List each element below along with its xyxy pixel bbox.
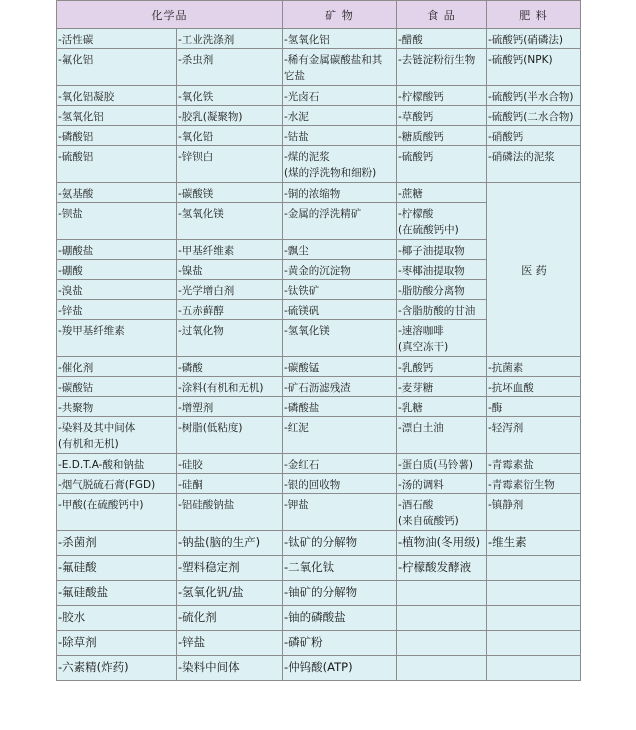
cell-fertilizer bbox=[487, 531, 581, 556]
cell-text: -柠檬酸 bbox=[398, 208, 434, 220]
cell-text: -钠盐(脑的生产) bbox=[178, 535, 261, 549]
cell-chemical-a bbox=[57, 300, 177, 320]
cell-text: -抗菌素 bbox=[488, 362, 524, 374]
cell-text: -柠檬酸发酵液 bbox=[398, 560, 472, 574]
table-row bbox=[57, 494, 581, 531]
cell-food bbox=[397, 474, 487, 494]
cell-food bbox=[397, 397, 487, 417]
cell-text: -蔗糖 bbox=[398, 188, 423, 200]
cell-text: -镍盐 bbox=[178, 265, 203, 277]
cell-text: -氢氧化钒/盐 bbox=[178, 585, 244, 599]
table-row bbox=[57, 357, 581, 377]
cell-text: -钡盐 bbox=[58, 208, 83, 220]
cell-text: -酒石酸 bbox=[398, 499, 434, 511]
cell-food bbox=[397, 203, 487, 240]
cell-text: -醋酸 bbox=[398, 34, 423, 46]
cell-food bbox=[397, 280, 487, 300]
cell-chemical-a bbox=[57, 606, 177, 631]
cell-fertilizer bbox=[487, 581, 581, 606]
cell-text: -氨基酸 bbox=[58, 188, 94, 200]
cell-text: -硫酸钙(二水合物) bbox=[488, 111, 574, 123]
cell-text: -硫酸钙 bbox=[398, 151, 434, 163]
cell-text: -氢氧化铝 bbox=[284, 34, 330, 46]
table-row bbox=[57, 86, 581, 106]
cell-text: -钛矿的分解物 bbox=[284, 535, 358, 549]
cell-medicine-section bbox=[487, 183, 581, 357]
cell-food bbox=[397, 556, 487, 581]
cell-chemical-b bbox=[177, 320, 283, 357]
cell-chemical-a bbox=[57, 320, 177, 357]
cell-chemical-a bbox=[57, 474, 177, 494]
cell-text: -锌盐 bbox=[178, 635, 206, 649]
cell-text: -脂肪酸分离物 bbox=[398, 285, 465, 297]
cell-text: -铀的磷酸盐 bbox=[284, 610, 346, 624]
cell-text: -黄金的沉淀物 bbox=[284, 265, 351, 277]
cell-mineral bbox=[283, 320, 397, 357]
cell-text: -硫酸铝 bbox=[58, 151, 94, 163]
cell-text: -抗坏血酸 bbox=[488, 382, 534, 394]
table-row bbox=[57, 606, 581, 631]
cell-text: -维生素 bbox=[488, 535, 527, 549]
table-row bbox=[57, 531, 581, 556]
cell-text: -硫酸钙(NPK) bbox=[488, 54, 553, 66]
cell-text: -碳酸锰 bbox=[284, 362, 320, 374]
cell-text: -钾盐 bbox=[284, 499, 309, 511]
cell-fertilizer bbox=[487, 494, 581, 531]
cell-text: -磷酸盐 bbox=[284, 402, 320, 414]
cell-food bbox=[397, 320, 487, 357]
cell-chemical-b bbox=[177, 240, 283, 260]
cell-text: (来自硫酸钙) bbox=[398, 515, 459, 527]
cell-chemical-a bbox=[57, 203, 177, 240]
cell-mineral bbox=[283, 581, 397, 606]
cell-chemical-b bbox=[177, 377, 283, 397]
cell-fertilizer bbox=[487, 417, 581, 454]
cell-chemical-b bbox=[177, 531, 283, 556]
cell-text: -柠檬酸钙 bbox=[398, 91, 444, 103]
cell-chemical-b bbox=[177, 300, 283, 320]
cell-chemical-a bbox=[57, 126, 177, 146]
cell-fertilizer bbox=[487, 397, 581, 417]
cell-mineral bbox=[283, 474, 397, 494]
cell-mineral bbox=[283, 49, 397, 86]
cell-food bbox=[397, 377, 487, 397]
cell-chemical-b bbox=[177, 106, 283, 126]
cell-text: -杀虫剂 bbox=[178, 54, 214, 66]
cell-chemical-a bbox=[57, 656, 177, 681]
cell-mineral bbox=[283, 86, 397, 106]
cell-text: -杀菌剂 bbox=[58, 535, 97, 549]
cell-food bbox=[397, 494, 487, 531]
cell-chemical-b bbox=[177, 280, 283, 300]
cell-food bbox=[397, 106, 487, 126]
cell-text: -磷矿粉 bbox=[284, 635, 323, 649]
cell-text: -蛋白质(马铃薯) bbox=[398, 459, 473, 471]
cell-fertilizer bbox=[487, 556, 581, 581]
section-label-medicine: 医 药 bbox=[521, 264, 547, 277]
cell-text: -轻泻剂 bbox=[488, 422, 524, 434]
cell-text: -碳酸镁 bbox=[178, 188, 214, 200]
cell-chemical-b bbox=[177, 417, 283, 454]
cell-text: -银的回收物 bbox=[284, 479, 341, 491]
cell-mineral bbox=[283, 240, 397, 260]
cell-text: -青霉素盐 bbox=[488, 459, 534, 471]
cell-chemical-a bbox=[57, 377, 177, 397]
cell-chemical-b bbox=[177, 494, 283, 531]
cell-food bbox=[397, 631, 487, 656]
cell-fertilizer bbox=[487, 377, 581, 397]
cell-text: -碳酸钴 bbox=[58, 382, 94, 394]
cell-food bbox=[397, 357, 487, 377]
cell-text: -氢氧化镁 bbox=[284, 325, 330, 337]
cell-chemical-b bbox=[177, 86, 283, 106]
cell-text: -羧甲基纤维素 bbox=[58, 325, 125, 337]
cell-text: -氢氧化镁 bbox=[178, 208, 224, 220]
cell-text: -胶乳(凝聚物) bbox=[178, 111, 243, 123]
cell-chemical-b bbox=[177, 260, 283, 280]
cell-chemical-b bbox=[177, 454, 283, 474]
cell-mineral bbox=[283, 631, 397, 656]
cell-fertilizer bbox=[487, 656, 581, 681]
cell-text: -树脂(低粘度) bbox=[178, 422, 243, 434]
cell-text: -光学增白剂 bbox=[178, 285, 235, 297]
cell-chemical-b bbox=[177, 556, 283, 581]
cell-text: -水泥 bbox=[284, 111, 309, 123]
cell-food bbox=[397, 531, 487, 556]
cell-text: -去链淀粉衍生物 bbox=[398, 54, 476, 66]
cell-text: -胶水 bbox=[58, 610, 86, 624]
cell-chemical-a bbox=[57, 146, 177, 183]
cell-text: -催化剂 bbox=[58, 362, 94, 374]
cell-mineral bbox=[283, 260, 397, 280]
cell-chemical-a bbox=[57, 280, 177, 300]
cell-food bbox=[397, 300, 487, 320]
product-table bbox=[56, 0, 581, 681]
table-row bbox=[57, 454, 581, 474]
cell-text: -草酸钙 bbox=[398, 111, 434, 123]
cell-mineral bbox=[283, 183, 397, 203]
cell-chemical-a bbox=[57, 240, 177, 260]
cell-mineral bbox=[283, 377, 397, 397]
cell-text: -铀矿的分解物 bbox=[284, 585, 358, 599]
cell-chemical-a bbox=[57, 29, 177, 49]
cell-text: -增塑剂 bbox=[178, 402, 214, 414]
cell-text: -硫镁矾 bbox=[284, 305, 320, 317]
cell-fertilizer bbox=[487, 86, 581, 106]
cell-chemical-b bbox=[177, 183, 283, 203]
cell-text: 它盐 bbox=[284, 70, 305, 82]
cell-text: -钛铁矿 bbox=[284, 285, 320, 297]
cell-text: -乳糖 bbox=[398, 402, 423, 414]
cell-food bbox=[397, 260, 487, 280]
cell-text: -硫化剂 bbox=[178, 610, 217, 624]
cell-text: -飘尘 bbox=[284, 245, 309, 257]
cell-mineral bbox=[283, 556, 397, 581]
cell-food bbox=[397, 417, 487, 454]
table-row bbox=[57, 146, 581, 183]
cell-text: -硝磷法的泥浆 bbox=[488, 151, 555, 163]
cell-text: -糖质酸钙 bbox=[398, 131, 444, 143]
cell-text: -氧化铁 bbox=[178, 91, 214, 103]
cell-food bbox=[397, 240, 487, 260]
cell-fertilizer bbox=[487, 146, 581, 183]
cell-text: -硼酸 bbox=[58, 265, 83, 277]
table-row bbox=[57, 29, 581, 49]
table-row bbox=[57, 106, 581, 126]
table-row bbox=[57, 656, 581, 681]
header-minerals: 矿 物 bbox=[283, 1, 397, 29]
cell-text: -二氧化钛 bbox=[284, 560, 335, 574]
cell-text: -甲酸(在硫酸钙中) bbox=[58, 499, 144, 511]
cell-food bbox=[397, 86, 487, 106]
cell-food bbox=[397, 49, 487, 86]
cell-text: -六素精(炸药) bbox=[58, 660, 129, 674]
cell-chemical-b bbox=[177, 357, 283, 377]
header-chemicals: 化学品 bbox=[57, 1, 283, 29]
cell-chemical-a bbox=[57, 417, 177, 454]
header-food: 食 品 bbox=[397, 1, 487, 29]
cell-text: -稀有金属碳酸盐和其 bbox=[284, 54, 383, 66]
table-row bbox=[57, 49, 581, 86]
cell-text: (煤的浮洗物和细粉) bbox=[284, 167, 377, 179]
cell-chemical-a bbox=[57, 397, 177, 417]
cell-fertilizer bbox=[487, 454, 581, 474]
cell-chemical-b bbox=[177, 656, 283, 681]
cell-chemical-a bbox=[57, 86, 177, 106]
cell-text: -甲基纤维素 bbox=[178, 245, 235, 257]
cell-chemical-b bbox=[177, 203, 283, 240]
cell-food bbox=[397, 656, 487, 681]
cell-text: -铝硅酸钠盐 bbox=[178, 499, 235, 511]
cell-text: -塑料稳定剂 bbox=[178, 560, 240, 574]
cell-text: -酶 bbox=[488, 402, 503, 414]
cell-text: -磷酸铝 bbox=[58, 131, 94, 143]
cell-text: -五赤藓醇 bbox=[178, 305, 224, 317]
cell-mineral bbox=[283, 656, 397, 681]
cell-chemical-b bbox=[177, 631, 283, 656]
cell-chemical-b bbox=[177, 474, 283, 494]
cell-mineral bbox=[283, 203, 397, 240]
cell-mineral bbox=[283, 454, 397, 474]
table-row bbox=[57, 556, 581, 581]
cell-chemical-b bbox=[177, 146, 283, 183]
cell-food bbox=[397, 126, 487, 146]
cell-text: -染料中间体 bbox=[178, 660, 240, 674]
cell-mineral bbox=[283, 146, 397, 183]
cell-mineral bbox=[283, 494, 397, 531]
cell-text: -仲钨酸(ATP) bbox=[284, 660, 353, 674]
cell-text: -金红石 bbox=[284, 459, 320, 471]
cell-text: -共聚物 bbox=[58, 402, 94, 414]
cell-chemical-b bbox=[177, 581, 283, 606]
cell-text: -氧化铝凝胶 bbox=[58, 91, 115, 103]
cell-mineral bbox=[283, 531, 397, 556]
cell-text: -红泥 bbox=[284, 422, 309, 434]
cell-fertilizer bbox=[487, 106, 581, 126]
cell-text: -金属的浮洗精矿 bbox=[284, 208, 362, 220]
cell-text: -氢氧化铝 bbox=[58, 111, 104, 123]
cell-chemical-b bbox=[177, 29, 283, 49]
table-row bbox=[57, 581, 581, 606]
cell-text: -E.D.T.A-酸和钠盐 bbox=[58, 459, 145, 471]
cell-text: -工业洗涤剂 bbox=[178, 34, 235, 46]
cell-text: -光卤石 bbox=[284, 91, 320, 103]
cell-fertilizer bbox=[487, 357, 581, 377]
cell-chemical-b bbox=[177, 126, 283, 146]
cell-chemical-a bbox=[57, 357, 177, 377]
header-row bbox=[57, 1, 581, 29]
cell-chemical-b bbox=[177, 606, 283, 631]
cell-food bbox=[397, 183, 487, 203]
cell-text: -氧化铅 bbox=[178, 131, 214, 143]
header-fertilizer: 肥 料 bbox=[487, 1, 581, 29]
cell-text: -溴盐 bbox=[58, 285, 83, 297]
cell-chemical-a bbox=[57, 260, 177, 280]
cell-food bbox=[397, 454, 487, 474]
cell-chemical-a bbox=[57, 581, 177, 606]
cell-text: -硼酸盐 bbox=[58, 245, 94, 257]
cell-chemical-a bbox=[57, 631, 177, 656]
cell-chemical-a bbox=[57, 183, 177, 203]
cell-chemical-a bbox=[57, 454, 177, 474]
cell-text: -烟气脱硫石膏(FGD) bbox=[58, 479, 156, 491]
cell-text: -青霉素衍生物 bbox=[488, 479, 555, 491]
cell-mineral bbox=[283, 300, 397, 320]
cell-text: -镇静剂 bbox=[488, 499, 524, 511]
cell-fertilizer bbox=[487, 29, 581, 49]
cell-text: -涂料(有机和无机) bbox=[178, 382, 264, 394]
cell-text: -过氧化物 bbox=[178, 325, 224, 337]
cell-text: -硫酸钙(半水合物) bbox=[488, 91, 574, 103]
cell-mineral bbox=[283, 280, 397, 300]
cell-chemical-b bbox=[177, 49, 283, 86]
cell-text: (有机和无机) bbox=[58, 438, 119, 450]
cell-food bbox=[397, 581, 487, 606]
cell-chemical-b bbox=[177, 397, 283, 417]
cell-chemical-a bbox=[57, 556, 177, 581]
cell-fertilizer bbox=[487, 126, 581, 146]
cell-text: -氟硅酸 bbox=[58, 560, 97, 574]
cell-text: -活性碳 bbox=[58, 34, 94, 46]
cell-mineral bbox=[283, 417, 397, 454]
cell-text: -锌钡白 bbox=[178, 151, 214, 163]
table-row bbox=[57, 126, 581, 146]
cell-text: -硅胶 bbox=[178, 459, 203, 471]
cell-text: -汤的调料 bbox=[398, 479, 444, 491]
cell-mineral bbox=[283, 29, 397, 49]
cell-text: -植物油(冬用级) bbox=[398, 535, 481, 549]
cell-text: -煤的泥浆 bbox=[284, 151, 330, 163]
cell-text: -硅酮 bbox=[178, 479, 203, 491]
cell-chemical-a bbox=[57, 49, 177, 86]
cell-text: -锌盐 bbox=[58, 305, 83, 317]
table-row bbox=[57, 183, 581, 203]
cell-food bbox=[397, 606, 487, 631]
cell-text: -氟化铝 bbox=[58, 54, 94, 66]
cell-text: -硫酸钙(硝磷法) bbox=[488, 34, 563, 46]
cell-mineral bbox=[283, 126, 397, 146]
cell-text: -磷酸 bbox=[178, 362, 203, 374]
cell-text: (在硫酸钙中) bbox=[398, 224, 459, 236]
cell-text: -矿石沥滤残渣 bbox=[284, 382, 351, 394]
table-row bbox=[57, 397, 581, 417]
cell-fertilizer bbox=[487, 49, 581, 86]
cell-text: -麦芽糖 bbox=[398, 382, 434, 394]
cell-text: -椰子油提取物 bbox=[398, 245, 465, 257]
cell-fertilizer bbox=[487, 606, 581, 631]
cell-text: -漂白土油 bbox=[398, 422, 444, 434]
table-row bbox=[57, 631, 581, 656]
cell-mineral bbox=[283, 606, 397, 631]
cell-mineral bbox=[283, 106, 397, 126]
cell-fertilizer bbox=[487, 474, 581, 494]
table-row bbox=[57, 377, 581, 397]
cell-text: -速溶咖啡 bbox=[398, 325, 444, 337]
table-row bbox=[57, 417, 581, 454]
cell-text: -含脂肪酸的甘油 bbox=[398, 305, 476, 317]
cell-text: -氟硅酸盐 bbox=[58, 585, 109, 599]
table-body bbox=[57, 29, 581, 681]
cell-text: -除草剂 bbox=[58, 635, 97, 649]
cell-text: -乳酸钙 bbox=[398, 362, 434, 374]
cell-chemical-a bbox=[57, 494, 177, 531]
cell-text: -染料及其中间体 bbox=[58, 422, 136, 434]
cell-text: -钴盐 bbox=[284, 131, 309, 143]
cell-chemical-a bbox=[57, 531, 177, 556]
cell-chemical-a bbox=[57, 106, 177, 126]
cell-text: -硝酸钙 bbox=[488, 131, 524, 143]
cell-mineral bbox=[283, 397, 397, 417]
cell-food bbox=[397, 29, 487, 49]
cell-fertilizer bbox=[487, 631, 581, 656]
cell-food bbox=[397, 146, 487, 183]
cell-text: -铜的浓缩物 bbox=[284, 188, 341, 200]
cell-mineral bbox=[283, 357, 397, 377]
cell-text: (真空冻干) bbox=[398, 341, 449, 353]
table-row bbox=[57, 474, 581, 494]
cell-text: -枣椰油提取物 bbox=[398, 265, 465, 277]
